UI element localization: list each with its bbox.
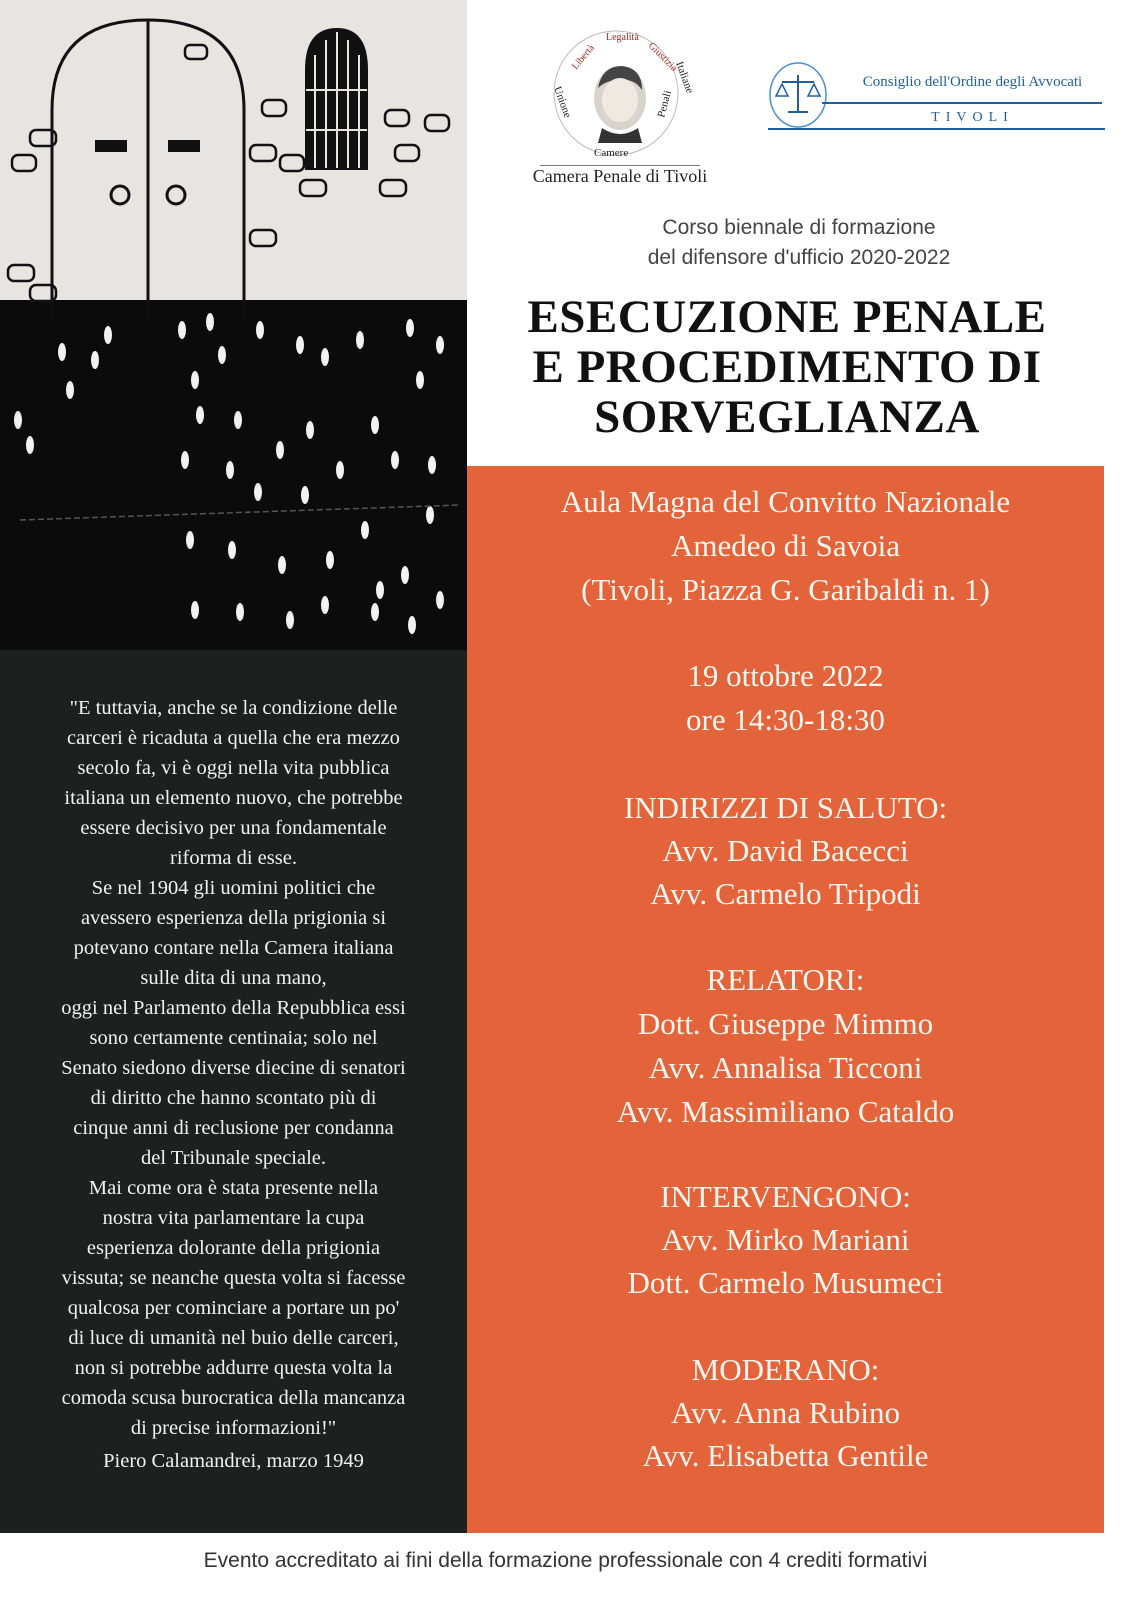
quote-author: Piero Calamandrei, marzo 1949	[103, 1450, 364, 1472]
speaker-name: Avv. David Bacecci	[662, 833, 909, 868]
speaker-name: Avv. Annalisa Ticconi	[648, 1050, 923, 1085]
prison-door-illustration	[0, 0, 467, 650]
svg-text:Italiane: Italiane	[673, 59, 696, 96]
title-line-3: SORVEGLIANZA	[594, 391, 980, 443]
quote-line: qualcosa per cominciare a portare un po'	[67, 1297, 400, 1319]
svg-text:Legalità: Legalità	[606, 32, 639, 43]
speaker-name: Avv. Mirko Mariani	[661, 1222, 910, 1257]
svg-text:Penali: Penali	[655, 89, 675, 119]
quote-line: Senato siedono diverse diecine di senatori	[61, 1057, 406, 1079]
quote-line: di precise informazioni!"	[130, 1417, 337, 1439]
event-time: ore 14:30-18:30	[686, 702, 885, 737]
quote-line: comoda scusa burocratica della mancanza	[61, 1387, 406, 1409]
event-details-panel	[467, 466, 1104, 1533]
quote-line: avessero esperienza della prigionia si	[80, 907, 387, 929]
venue-line-2: Amedeo di Savoia	[670, 528, 900, 563]
quote-line: Se nel 1904 gli uomini politici che	[91, 877, 376, 899]
speaker-name: Dott. Giuseppe Mimmo	[637, 1006, 934, 1041]
quote-line: cinque anni di reclusione per condanna	[73, 1117, 394, 1139]
ordine-rule-bottom	[768, 128, 1105, 130]
course-line-2: del difensore d'ufficio 2020-2022	[647, 246, 951, 269]
quote-line: del Tribunale speciale.	[140, 1147, 327, 1169]
quote-line: riforma di esse.	[170, 847, 297, 869]
ordine-avvocati-name: Consiglio dell'Ordine degli Avvocati	[862, 74, 1083, 90]
logo-left-caption: Camera Penale di Tivoli	[532, 166, 708, 186]
course-line-1: Corso biennale di formazione	[662, 216, 936, 239]
quote-line: vissuta; se neanche questa volta si facesse	[61, 1267, 406, 1289]
ordine-rule-top	[822, 102, 1102, 104]
quote-line: non si potrebbe addurre questa volta la	[74, 1357, 393, 1379]
section-heading-saluti: INDIRIZZI DI SALUTO:	[623, 790, 948, 825]
title-line-2: E PROCEDIMENTO DI	[532, 341, 1042, 393]
quote-line: di luce di umanità nel buio delle carceri,	[68, 1327, 399, 1349]
ordine-avvocati-city: TIVOLI	[931, 110, 1014, 125]
quote-panel	[0, 650, 467, 1533]
venue-line-1: Aula Magna del Convitto Nazionale	[560, 484, 1011, 519]
section-heading-moderano: MODERANO:	[691, 1352, 880, 1387]
speaker-name: Dott. Carmelo Musumeci	[627, 1265, 944, 1300]
quote-line: di diritto che hanno scontato più di	[90, 1087, 377, 1109]
quote-line: secolo fa, vi è oggi nella vita pubblica	[77, 757, 390, 779]
event-date: 19 ottobre 2022	[687, 658, 884, 693]
speaker-name: Avv. Elisabetta Gentile	[642, 1438, 929, 1473]
venue-line-3: (Tivoli, Piazza G. Garibaldi n. 1)	[581, 572, 990, 607]
quote-line: carceri è ricaduta a quella che era mezzo	[67, 727, 400, 749]
section-heading-relatori: RELATORI:	[706, 962, 865, 997]
camere-penali-logo	[536, 18, 696, 163]
quote-line: sulle dita di una mano,	[140, 967, 327, 989]
quote-line: italiana un elemento nuovo, che potrebbe	[64, 787, 403, 809]
quote-line: Mai come ora è stata presente nella	[88, 1177, 379, 1199]
quote-line: nostra vita parlamentare la cupa	[102, 1207, 365, 1229]
svg-text:Camere: Camere	[594, 147, 629, 159]
quote-line: sono certamente centinaia; solo nel	[89, 1027, 378, 1049]
quote-line: potevano contare nella Camera italiana	[73, 937, 394, 959]
quote-line: essere decisivo per una fondamentale	[80, 817, 387, 839]
accreditation-footer: Evento accreditato ai fini della formazione professionale con 4 crediti formativi	[203, 1549, 928, 1572]
quote-line: "E tuttavia, anche se la condizione delle	[69, 697, 398, 719]
svg-text:Unione: Unione	[551, 84, 574, 120]
section-heading-intervengono: INTERVENGONO:	[660, 1179, 911, 1214]
speaker-name: Avv. Anna Rubino	[670, 1395, 901, 1430]
speaker-name: Avv. Massimiliano Cataldo	[616, 1094, 955, 1129]
svg-text:Libertà: Libertà	[569, 42, 597, 72]
svg-text:Giustizia: Giustizia	[645, 40, 680, 74]
scales-of-justice-icon	[768, 60, 828, 130]
quote-line: esperienza dolorante della prigionia	[86, 1237, 381, 1259]
title-line-1: ESECUZIONE PENALE	[527, 291, 1047, 343]
speaker-name: Avv. Carmelo Tripodi	[650, 876, 921, 911]
quote-line: oggi nel Parlamento della Repubblica essi	[61, 997, 406, 1019]
calamandrei-quote	[10, 693, 457, 1443]
